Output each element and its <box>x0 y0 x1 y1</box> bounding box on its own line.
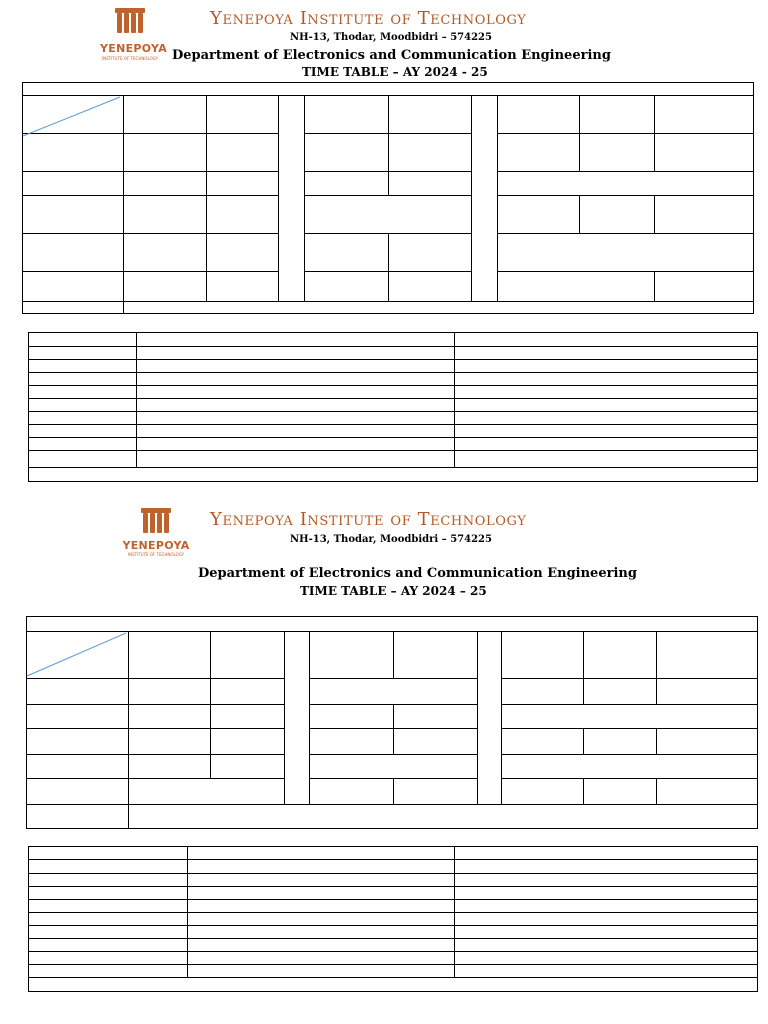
header-diagonal-line <box>26 632 128 678</box>
institute-address: NH-13, Thodar, Moodbidri – 574225 <box>290 32 492 43</box>
institute-logo <box>100 8 168 64</box>
logo-wordmark: YENEPOYA <box>100 42 168 55</box>
institute-name: Yenepoya Institute of Technology <box>210 8 527 29</box>
logo-tagline: INSTITUTE OF TECHNOLOGY <box>101 56 159 61</box>
pillars-icon <box>141 508 171 536</box>
header-diagonal-line <box>22 96 122 136</box>
institute-address: NH-13, Thodar, Moodbidri – 574225 <box>290 534 492 545</box>
institute-name: Yenepoya Institute of Technology <box>210 509 527 530</box>
institute-logo <box>116 508 196 556</box>
pillars-icon <box>115 8 145 36</box>
timetable-title: TIME TABLE – AY 2024 - 25 <box>302 65 488 79</box>
department-title: Department of Electronics and Communication Engineering <box>172 48 611 63</box>
logo-tagline: INSTITUTE OF TECHNOLOGY <box>127 552 185 557</box>
logo-wordmark: YENEPOYA <box>122 539 190 552</box>
department-title: Department of Electronics and Communication Engineering <box>198 566 637 581</box>
timetable-title: TIME TABLE – AY 2024 – 25 <box>300 584 487 598</box>
